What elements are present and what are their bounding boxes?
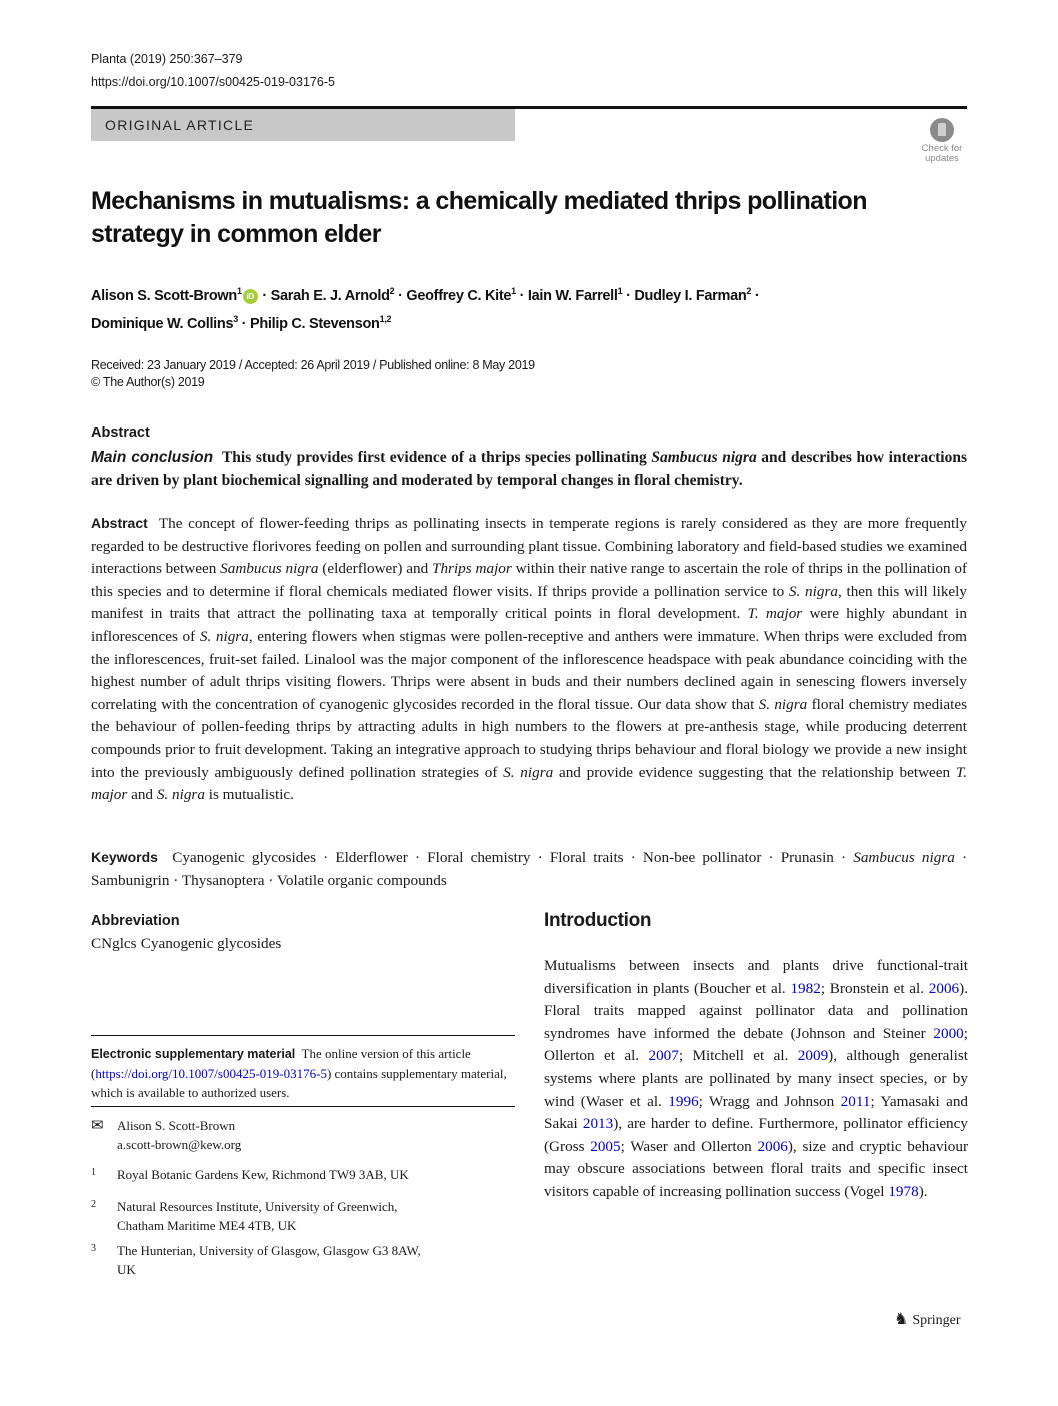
keywords: [91, 846, 967, 892]
keyword: Sambunigrin: [91, 871, 170, 889]
publisher-logo: [894, 1309, 961, 1329]
orcid-icon[interactable]: iD: [243, 289, 258, 304]
citation-link[interactable]: https://doi.org/10.1007/s00425-019-03176-5: [95, 1066, 327, 1081]
affiliation-line: Royal Botanic Gardens Kew, Richmond TW9 3AB, UK: [117, 1167, 409, 1182]
keyword-separator: ·: [264, 871, 277, 889]
keyword-separator: ·: [761, 849, 781, 866]
italic-term: S. nigra: [788, 582, 838, 600]
citation-link[interactable]: 2009: [797, 1047, 829, 1065]
citation-link[interactable]: 1996: [668, 1092, 699, 1110]
doi-link[interactable]: https://doi.org/10.1007/s00425-019-03176-5: [91, 75, 335, 89]
crossmark-icon: [930, 118, 954, 142]
text-run: ; Waser and Ollerton: [620, 1137, 758, 1155]
italic-term: S. nigra: [758, 695, 808, 713]
publisher-name: Springer: [912, 1313, 961, 1328]
main-conclusion-label: Main conclusion: [91, 449, 214, 466]
italic-term: Sambucus nigra: [220, 560, 319, 578]
keyword: Volatile organic compounds: [276, 871, 447, 889]
text-run: (elderflower) and: [318, 560, 433, 578]
affiliation-line: Chatham Maritime ME4 4TB, UK: [117, 1218, 297, 1233]
keyword-separator: ·: [954, 849, 968, 866]
italic-term: S. nigra: [503, 763, 554, 781]
affiliation-ref[interactable]: 1,2: [379, 313, 392, 324]
abbreviation-row: [91, 935, 281, 953]
keyword: Floral chemistry: [427, 849, 531, 866]
introduction-heading: Introduction: [544, 910, 652, 931]
introduction-body: [544, 955, 968, 1204]
history-dates: Received: 23 January 2019 / Accepted: 26 April 2019 / Published online: 8 May 2019: [91, 358, 535, 372]
keyword: Non-bee pollinator: [642, 849, 762, 866]
affiliation-line: The Hunterian, University of Glasgow, Glasgow G3 8AW,: [117, 1243, 421, 1258]
supplementary-label: Electronic supplementary material: [91, 1047, 296, 1061]
check-for-updates-badge[interactable]: [916, 118, 968, 170]
text-run: The concept of flower-feeding thrips as pollinating insects in temperate regions is rarely considered as they are more frequently regarded to be destructive florivores feeding on pollen and surrounding plant tissue. Combining laboratory and field-based studies we examined interactions between: [91, 515, 967, 578]
main-conclusion: [91, 446, 967, 492]
text-run: were highly abundant in inflorescences of: [91, 605, 967, 645]
text-run: This study provides first evidence of a thrips species pollinating: [221, 449, 652, 466]
text-run: ), size and cryptic behaviour may obscure associations between floral traits and specific insect visitors capable of increasing pollination success (Vogel: [544, 1137, 969, 1200]
author-separator: ·: [622, 287, 635, 304]
abstract-label: Abstract: [91, 515, 148, 531]
keyword-separator: ·: [169, 871, 182, 889]
author-name[interactable]: Philip C. Stevenson: [249, 315, 380, 332]
author-name[interactable]: Dudley I. Farman: [634, 287, 747, 304]
text-run: ).: [918, 1182, 928, 1200]
affiliation-number: 3: [91, 1243, 96, 1254]
abstract-body: [91, 512, 967, 807]
text-run: ; Mitchell et al.: [678, 1047, 798, 1065]
keywords-label: Keywords: [91, 849, 158, 865]
text-run: ), although generalist systems where plants are pollinated by many insect species, or by wind (Waser et al.: [544, 1047, 968, 1110]
abbreviation-heading: Abbreviation: [91, 913, 180, 929]
text-run: ) contains supplementary material, which is available to authorized users.: [91, 1066, 507, 1100]
citation-link[interactable]: 2006: [928, 979, 960, 997]
text-run: is mutualistic.: [204, 786, 294, 804]
keyword: Sambucus nigra: [853, 849, 955, 866]
text-run: and provide evidence suggesting that the relationship between: [553, 763, 956, 781]
author-name[interactable]: Geoffrey C. Kite: [406, 287, 512, 304]
text-run: The online version of this article (: [91, 1046, 471, 1081]
citation-link[interactable]: 1978: [888, 1182, 919, 1200]
envelope-icon: ✉: [91, 1118, 104, 1134]
keyword-separator: ·: [315, 849, 336, 866]
italic-term: T. major: [91, 763, 967, 804]
abbreviation-term: CNglcs: [91, 935, 137, 952]
springer-horse-icon: ♞: [894, 1311, 909, 1328]
affiliation-line: Natural Resources Institute, University of Greenwich,: [117, 1199, 398, 1214]
italic-term: S. nigra: [199, 627, 249, 645]
citation-link[interactable]: 2007: [648, 1047, 679, 1065]
text-run: and: [127, 786, 157, 804]
citation-link[interactable]: 2011: [840, 1092, 871, 1110]
abbreviation-definition: Cyanogenic glycosides: [140, 935, 282, 952]
affiliation-ref[interactable]: 1: [511, 286, 516, 296]
text-run: within their native range to ascertain the role of thrips in the pollination of this species and to determine if floral chemicals mediated flower visits. If thrips provide a pollination service to: [91, 560, 967, 600]
text-run: ), are harder to define. Furthermore, pollinator efficiency (Gross: [544, 1115, 968, 1155]
text-run: ; Wragg and Johnson: [698, 1092, 841, 1110]
italic-term: T. major: [747, 605, 803, 623]
keyword-separator: ·: [623, 849, 643, 866]
author-separator: ·: [515, 287, 528, 304]
keyword-separator: ·: [407, 849, 428, 866]
publication-dates: [91, 357, 535, 391]
article-type-banner: [91, 109, 515, 141]
italic-term: Thrips major: [432, 560, 512, 578]
citation-link[interactable]: 2005: [590, 1137, 621, 1155]
check-for-updates-label: Check for updates: [921, 143, 963, 164]
italic-term: S. nigra: [156, 786, 205, 804]
affiliation-number: 2: [91, 1199, 96, 1210]
keyword: Prunasin: [780, 849, 834, 866]
author-separator: ·: [258, 287, 271, 304]
affiliation-ref[interactable]: 3: [233, 313, 238, 324]
journal-citation: Planta (2019) 250:367–379: [91, 52, 243, 66]
affiliation-ref[interactable]: 2: [389, 286, 395, 296]
citation-link[interactable]: 1982: [790, 979, 821, 997]
text-run: ; Yamasaki and Sakai: [544, 1092, 969, 1133]
citation-link[interactable]: 2006: [757, 1137, 788, 1155]
affiliation-number: 1: [91, 1167, 96, 1178]
keyword: Floral traits: [549, 849, 624, 866]
article-title: Mechanisms in mutualisms: a chemically mediated thrips pollination strategy in common elder: [91, 187, 867, 248]
text-run: and describes how interactions are driven by plant biochemical signalling and moderated by temporal changes in floral chemistry.: [91, 449, 967, 489]
text-run: ). Floral traits mapped against pollinator data and pollination syndromes have informed the debate (Johnson and Steiner: [544, 979, 968, 1042]
keywords-list: [91, 849, 967, 889]
text-run: ; Ollerton et al.: [544, 1024, 968, 1065]
affiliation-line: UK: [117, 1262, 136, 1277]
keyword-separator: ·: [530, 849, 550, 866]
affiliation-ref[interactable]: 1: [617, 286, 623, 296]
abstract-heading: Abstract: [91, 425, 150, 441]
keyword: Cyanogenic glycosides: [172, 849, 316, 866]
author-name[interactable]: Dominique W. Collins: [91, 315, 234, 332]
author-separator: ·: [394, 287, 407, 304]
correspondence-rule: [91, 1106, 515, 1107]
corresponding-email[interactable]: a.scott-brown@kew.org: [117, 1137, 242, 1152]
main-conclusion-text: [91, 449, 967, 489]
author-name[interactable]: Sarah E. J. Arnold: [270, 287, 390, 304]
footnote-rule: [91, 1035, 515, 1036]
supplementary-note: [91, 1044, 515, 1102]
keyword: Thysanoptera: [181, 871, 265, 889]
abstract-text: [91, 515, 967, 803]
copyright: © The Author(s) 2019: [91, 375, 205, 389]
citation-link[interactable]: 2013: [582, 1115, 614, 1133]
keyword: Elderflower: [335, 849, 408, 866]
citation-link[interactable]: 2000: [933, 1024, 964, 1042]
author-name[interactable]: Iain W. Farrell: [527, 287, 618, 304]
author-list: [91, 280, 891, 336]
affiliation-ref[interactable]: 1: [236, 286, 242, 296]
author-separator: ·: [237, 315, 250, 332]
text-run: , entering flowers when stigmas were pollen-receptive and anthers were immature. When thrips were excluded from the inflorescences, fruit-set failed. Linalool was the major component of the inflorescence headspace with peak abundance coinciding with the highest number of adult thrips visiting flowers. Thrips were absent in buds and their numbers declined again in senescing flowers inversely correlating with the concentration of cyanogenic glycosides recorded in the floral tissue. Our data show that: [91, 627, 967, 713]
italic-term: Sambucus nigra: [651, 449, 757, 466]
corresponding-author: Alison S. Scott-Brown: [117, 1118, 236, 1133]
text-run: floral chemistry mediates the behaviour of pollen-feeding thrips by attracting adults in high numbers to the flowers at pre-anthesis stage, while producing deterrent compounds prior to fruit development. Taking an integrative approach to studying thrips behaviour and floral biology we provide a new insight into the previously ambiguously defined pollination strategies of: [91, 695, 967, 781]
text-run: Mutualisms between insects and plants drive functional-trait diversification in plants (Boucher et al.: [544, 957, 968, 997]
author-separator: ·: [751, 287, 760, 304]
text-run: , then this will likely manifest in traits that attract the pollinating taxa at temporally critical points in floral development.: [91, 582, 967, 623]
keyword-separator: ·: [833, 849, 854, 866]
affiliation-ref[interactable]: 2: [746, 286, 752, 296]
text-run: ; Bronstein et al.: [820, 979, 929, 997]
article-type-label: ORIGINAL ARTICLE: [105, 117, 255, 133]
author-name[interactable]: Alison S. Scott-Brown: [91, 287, 237, 304]
